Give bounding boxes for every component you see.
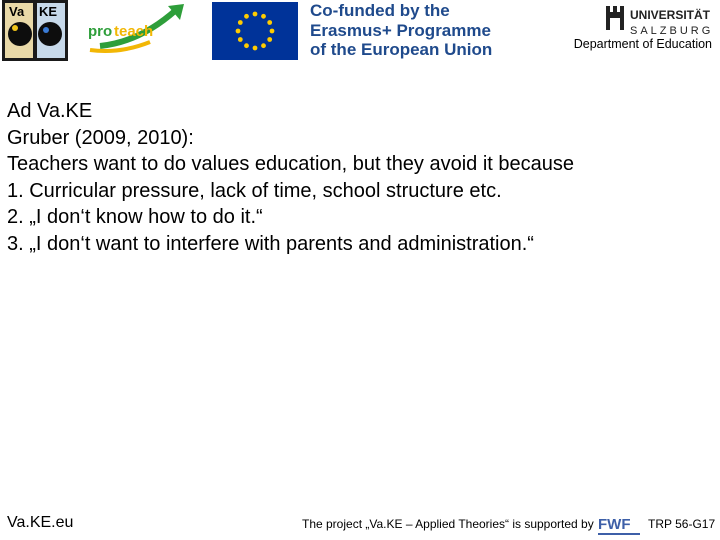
slide-line-citation: Gruber (2009, 2010): <box>7 126 194 149</box>
vake-logo-text-right: KE <box>39 4 58 19</box>
proteach-logo-text: pro <box>88 23 113 40</box>
eu-text-line-2: Erasmus+ Programme <box>310 20 491 40</box>
slide-line-reason-3: 3. „I don‘t want to interfere with parents and administration.“ <box>7 232 534 255</box>
fwf-logo <box>598 514 646 538</box>
slide-line-reason-1: 1. Curricular pressure, lack of time, school structure etc. <box>7 179 502 202</box>
proteach-logo <box>80 2 188 58</box>
slide-line-statement: Teachers want to do values education, but they avoid it because <box>7 153 575 175</box>
footer-grant-code: TRP 56-G17 <box>648 517 716 531</box>
eu-text-line-3: of the European Union <box>310 40 493 59</box>
footer-site-link[interactable]: Va.KE.eu <box>7 514 74 531</box>
department-label: Department of Education <box>573 37 712 51</box>
slide-line-reason-2: 2. „I don‘t know how to do it.“ <box>7 206 263 228</box>
proteach-logo-text2: teach <box>114 23 154 40</box>
university-logo-line1: UNIVERSITÄT <box>630 8 711 22</box>
fwf-logo-text: FWF <box>598 516 631 533</box>
footer-support-note: The project „Va.KE – Applied Theories“ is supported by <box>302 517 594 531</box>
university-salzburg-logo <box>604 4 716 38</box>
vake-logo <box>2 0 68 61</box>
slide-body <box>7 98 707 257</box>
vake-logo-text-left: Va <box>9 4 25 19</box>
eu-cofunded-text <box>310 1 500 61</box>
university-logo-line2: SALZBURG <box>630 25 714 37</box>
slide-title: Ad Va.KE <box>7 100 93 122</box>
header <box>0 0 720 62</box>
eu-flag-icon <box>212 2 298 60</box>
eu-text-line-1: Co-funded by the <box>310 1 450 20</box>
